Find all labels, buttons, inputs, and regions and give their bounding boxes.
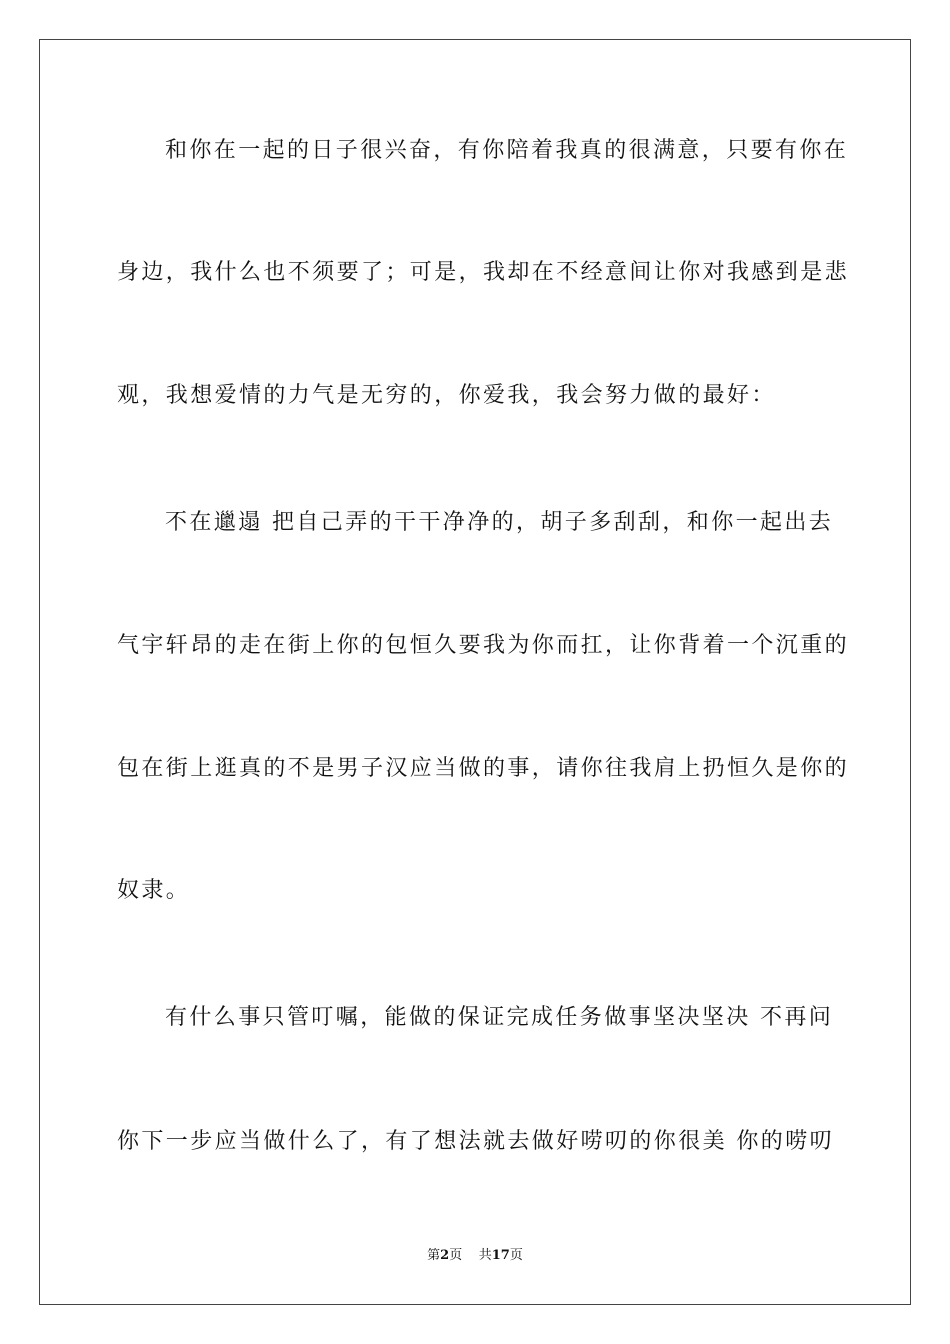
paragraph-line: 和你在一起的日子很兴奋，有你陪着我真的很满意，只要有你在 [165,138,849,163]
total-prefix: 共 [478,1248,492,1263]
paragraph-line: 奴隶。 [117,878,191,903]
page-total: 17 [491,1248,510,1263]
paragraph-line: 气宇轩昂的走在街上你的包恒久要我为你而扛，让你背着一个沉重的 [117,633,850,658]
paragraph-line: 有什么事只管叮嘱，能做的保证完成任务做事坚决坚决 不再问 [165,1005,834,1030]
paragraph-line: 身边，我什么也不须要了；可是，我却在不经意间让你对我感到是悲 [117,260,850,285]
paragraph-line: 不在邋遢 把自己弄的干干净净的，胡子多刮刮，和你一起出去 [165,510,834,535]
page-border [39,39,911,1305]
page-prefix: 第 [427,1248,441,1263]
page-footer [0,1247,950,1265]
page-current: 2 [440,1248,450,1263]
paragraph-line: 你下一步应当做什么了，有了想法就去做好唠叨的你很美 你的唠叨 [117,1129,834,1154]
total-unit: 页 [509,1248,523,1263]
paragraph-line: 包在街上逛真的不是男子汉应当做的事，请你往我肩上扔恒久是你的 [117,756,850,781]
paragraph-line: 观，我想爱情的力气是无穷的，你爱我，我会努力做的最好： [117,383,776,408]
page-unit: 页 [449,1248,463,1263]
